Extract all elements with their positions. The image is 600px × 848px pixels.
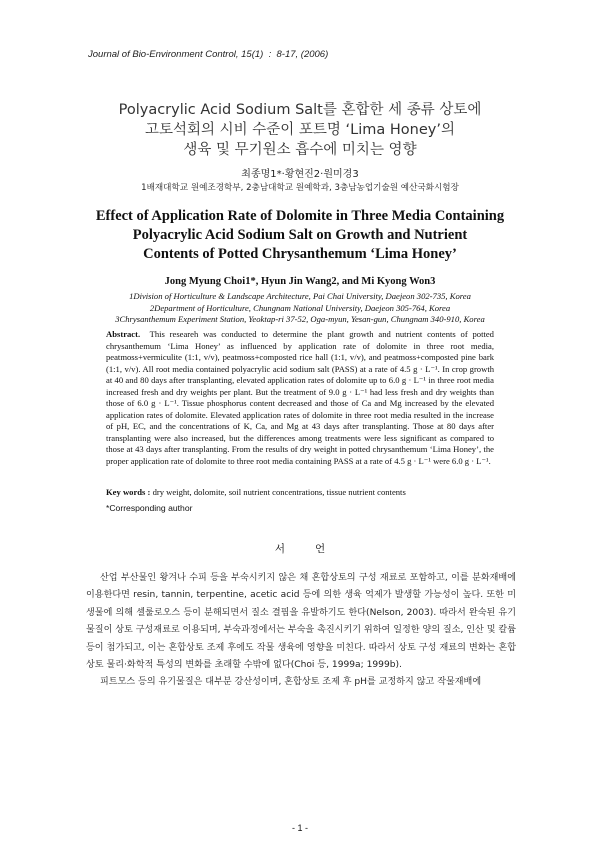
english-title-line: Effect of Application Rate of Dolomite in Three Media Containing [95,208,505,224]
journal-line: Journal of Bio-Environment Control, 15(1) : 8-17, (2006) [88,49,329,60]
keywords-label: Key words : [106,487,151,497]
korean-title-line: 고토석회의 시비 수준이 포트명 ‘Lima Honey’의 [145,122,455,138]
affiliation-line: 3Chrysanthemum Experiment Station, Yeoktap-ri 37-52, Oga-myun, Yesan-gun, Chungnam 340-910, Korea [115,314,485,324]
corresponding-author-note: *Corresponding author [106,503,193,513]
english-title [50,207,550,264]
english-affiliations [60,291,540,326]
abstract [106,329,494,468]
section-heading: 서언 [274,543,356,555]
english-authors: Jong Myung Choi1*, Hyun Jin Wang2, and Mi Kyong Won3 [164,276,436,287]
abstract-text: This researeh was conducted to determine the plant growth and nutrient contents of potted chrysanthemum ‘Lima Honey’ as influenced by application rate of dolomite in three root media, peatmoss+vermiculite (1:1, v/v), peatmoss+composted rice hall (1:1, v/v), and peatmoss+composted pine bark (1:1, v/v). All root media contained polyacrylic acid sodium salt (PASS) at a rate of 4.5 g · L⁻¹. In crop growth at 40 and 80 days after transplanting, elevated application rates of dolomite up to 6.0 g · L⁻¹ in three root media increased fresh and dry weights per plant. But the treatment of 9.0 g · L⁻¹ had less fresh and dry weights than those of 6.0 g · L⁻¹. Tissue phosphorus content decreased and those of Ca and Mg increased by the elevated application rates of dolomite. Elevated application rates of dolomite in three root media resulted in the increase of pH, EC, and the concentrations of K, Ca, and Mg at 43 days after transplanting. Those at 80 days after transplanting were also increased, but the differences among treatments were less significant as compared to those at 43 days after transplanting. From the results of dry weight in potted chrysanthemum ‘Lima Honey’, the proper application rate of dolomite to three root media containing PASS at a rate of 4.5 g · L⁻¹ were 6.0 g · L⁻¹. [106,329,494,467]
english-title-line: Polyacrylic Acid Sodium Salt on Growth and Nutrient [132,227,468,243]
body-text [86,570,516,692]
affiliation-line: 2Department of Horticulture, Chungnam National University, Daejeon 305-764, Korea [149,302,451,313]
abstract-label: Abstract. [106,329,141,339]
affiliation-line: 1Division of Horticulture & Landscape Architecture, Pai Chai University, Daejeon 302-735, Korea [129,291,471,301]
journal-header [88,49,328,60]
korean-title-line: 생육 및 무기원소 흡수에 미치는 영향 [183,142,417,158]
body-paragraph: 피트모스 등의 유기물질은 대부분 강산성이며, 혼합상토 조제 후 pH를 교정하지 않고 작물재배에 [100,677,482,688]
body-paragraph: 산업 부산물인 왕겨나 수피 등을 부숙시키지 않은 채 혼합상토의 구성 재료로 포함하고, 이를 분화재배에 이용한다면 resin, tannin, terpentine, acetic acid 등에 의한 생육 억제가 발생할 가능성이 높다. 또한 미생물에 의해 셀룰로오스 등이 분해되면서 질소 결핍을 유발하기도 한다(Nelson, 2003). 따라서 완숙된 유기물질이 상토 구성재료로 이용되며, 부숙과정에서는 부숙을 촉진시키기 위하여 일정한 양의 질소, 인산 및 칼륨 등이 첨가되고, 이는 혼합상토 조제 후에도 작물 생육에 영향을 미친다. 따라서 상토 구성 재료의 변화는 혼합 상토 물리·화학적 특성의 변화를 초래할 수밖에 없다(Choi 등, 1999a; 1999b). [86,573,516,671]
korean-affiliation: 1배재대학교 원예조경학부, 2충남대학교 원예학과, 3충남농업기술원 예산국화시험장 [141,183,459,193]
page-number: - 1 - [291,823,308,833]
korean-title-line: Polyacrylic Acid Sodium Salt를 혼합한 세 종류 상토에 [118,102,482,118]
korean-title [60,100,540,160]
keywords-text: dry weight, dolomite, soil nutrient concentrations, tissue nutrient contents [152,487,406,497]
korean-authors: 최종명1*·황현진2·원미경3 [241,169,359,180]
english-title-line: Contents of Potted Chrysanthemum ‘Lima Honey’ [143,246,457,262]
keywords [106,487,506,497]
